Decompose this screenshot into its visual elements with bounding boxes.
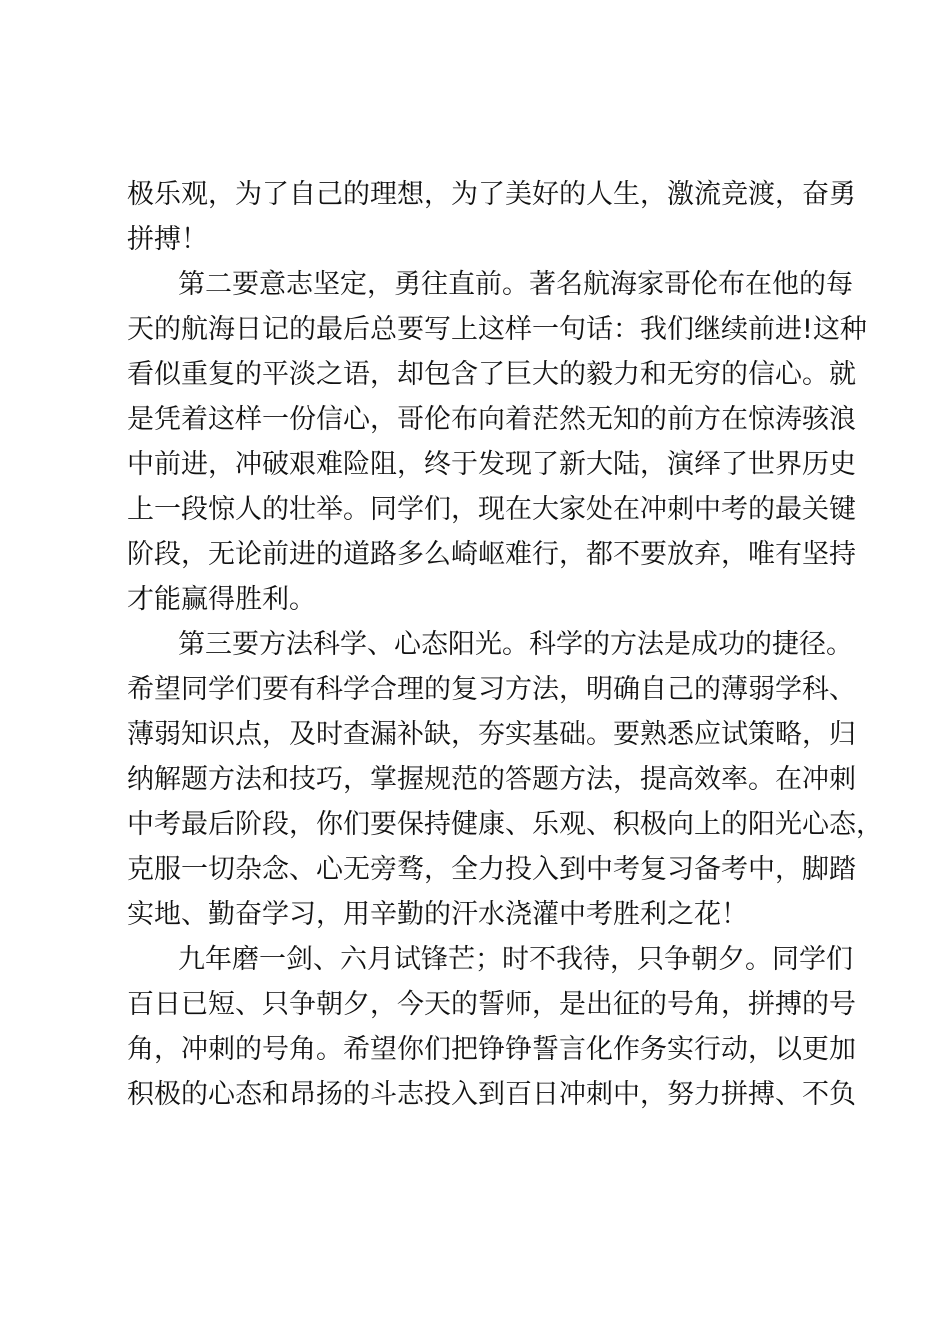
text-line: 阶段，无论前进的道路多么崎岖难行，都不要放弃，唯有坚持 [127, 539, 856, 570]
paragraph-start-line: 第三要方法科学、心态阳光。科学的方法是成功的捷径。 [178, 629, 853, 660]
text-line: 天的航海日记的最后总要写上这样一句话：我们继续前进!这种 [127, 314, 867, 345]
text-line: 极乐观，为了自己的理想，为了美好的人生，激流竞渡，奋勇 [127, 179, 856, 210]
text-line: 上一段惊人的壮举。同学们，现在大家处在冲刺中考的最关键 [127, 494, 856, 525]
text-line: 实地、勤奋学习，用辛勤的汗水浇灌中考胜利之花！ [127, 899, 748, 930]
paragraph-start-line: 第二要意志坚定，勇往直前。著名航海家哥伦布在他的每 [178, 269, 853, 300]
text-line: 中考最后阶段，你们要保持健康、乐观、积极向上的阳光心态， [127, 809, 883, 840]
text-line: 角，冲刺的号角。希望你们把铮铮誓言化作务实行动，以更加 [127, 1034, 856, 1065]
paragraph-start-line: 九年磨一剑、六月试锋芒；时不我待，只争朝夕。同学们 [178, 944, 853, 975]
text-line: 积极的心态和昂扬的斗志投入到百日冲刺中，努力拼搏、不负 [127, 1079, 856, 1110]
text-line: 希望同学们要有科学合理的复习方法，明确自己的薄弱学科、 [127, 674, 856, 705]
text-line: 中前进，冲破艰难险阻，终于发现了新大陆，演绎了世界历史 [127, 449, 856, 480]
text-line: 薄弱知识点，及时查漏补缺，夯实基础。要熟悉应试策略，归 [127, 719, 856, 750]
text-line: 看似重复的平淡之语，却包含了巨大的毅力和无穷的信心。就 [127, 359, 856, 390]
text-line: 才能赢得胜利。 [127, 584, 316, 615]
text-line: 拼搏！ [127, 224, 208, 255]
text-line: 是凭着这样一份信心，哥伦布向着茫然无知的前方在惊涛骇浪 [127, 404, 856, 435]
text-line: 克服一切杂念、心无旁骛，全力投入到中考复习备考中，脚踏 [127, 854, 856, 885]
text-line: 百日已短、只争朝夕，今天的誓师，是出征的号角，拼搏的号 [127, 989, 856, 1020]
text-line: 纳解题方法和技巧，掌握规范的答题方法，提高效率。在冲刺 [127, 764, 856, 795]
